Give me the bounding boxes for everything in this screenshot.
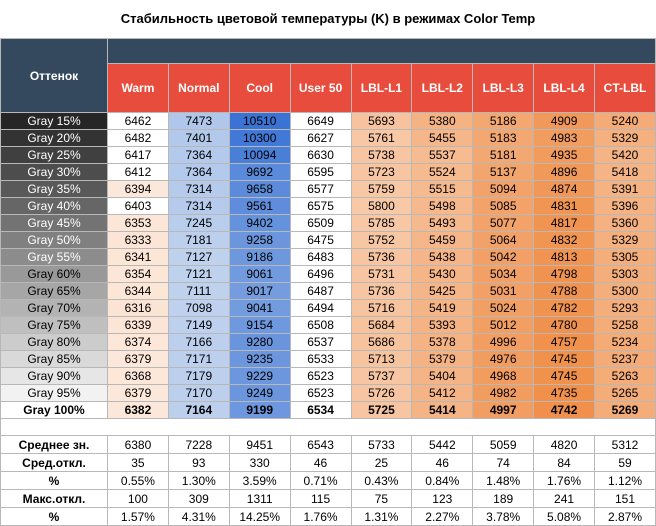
value-cell: 4788 xyxy=(534,283,595,300)
value-cell: 5234 xyxy=(595,334,656,351)
value-cell: 5716 xyxy=(351,300,412,317)
value-cell: 5726 xyxy=(351,385,412,402)
stat-value: 1.31% xyxy=(351,508,412,526)
gray-level-label: Gray 35% xyxy=(1,181,108,198)
value-cell: 5077 xyxy=(473,215,534,232)
value-cell: 5265 xyxy=(595,385,656,402)
gray-level-label: Gray 80% xyxy=(1,334,108,351)
value-cell: 4735 xyxy=(534,385,595,402)
value-cell: 9041 xyxy=(229,300,290,317)
stat-value: 46 xyxy=(290,454,351,472)
table-row xyxy=(1,198,656,215)
value-cell: 7098 xyxy=(168,300,229,317)
value-cell: 6412 xyxy=(108,164,169,181)
stat-value: 5733 xyxy=(351,436,412,454)
table-row xyxy=(1,351,656,368)
column-header: Warm xyxy=(108,64,169,113)
value-cell: 4832 xyxy=(534,232,595,249)
value-cell: 6344 xyxy=(108,283,169,300)
value-cell: 5329 xyxy=(595,232,656,249)
stat-value: 115 xyxy=(290,490,351,508)
column-header: LBL-L4 xyxy=(534,64,595,113)
value-cell: 6523 xyxy=(290,368,351,385)
value-cell: 5024 xyxy=(473,300,534,317)
value-cell: 4874 xyxy=(534,181,595,198)
table-row xyxy=(1,130,656,147)
value-cell: 5396 xyxy=(595,198,656,215)
table-row xyxy=(1,113,656,130)
stat-value: 1.76% xyxy=(534,472,595,490)
column-header: CT-LBL xyxy=(595,64,656,113)
value-cell: 6627 xyxy=(290,130,351,147)
value-cell: 5419 xyxy=(412,300,473,317)
value-cell: 5515 xyxy=(412,181,473,198)
stat-value: 330 xyxy=(229,454,290,472)
stat-value: 3.59% xyxy=(229,472,290,490)
value-cell: 4997 xyxy=(473,402,534,419)
stat-row xyxy=(1,436,656,454)
value-cell: 4782 xyxy=(534,300,595,317)
stat-value: 59 xyxy=(595,454,656,472)
value-cell: 7170 xyxy=(168,385,229,402)
value-cell: 4935 xyxy=(534,147,595,164)
value-cell: 6577 xyxy=(290,181,351,198)
column-header: User 50 xyxy=(290,64,351,113)
column-header: LBL-L2 xyxy=(412,64,473,113)
value-cell: 5303 xyxy=(595,266,656,283)
value-cell: 7401 xyxy=(168,130,229,147)
value-cell: 6403 xyxy=(108,198,169,215)
stat-value: 309 xyxy=(168,490,229,508)
value-cell: 6482 xyxy=(108,130,169,147)
value-cell: 5183 xyxy=(473,130,534,147)
value-cell: 5438 xyxy=(412,249,473,266)
value-cell: 6595 xyxy=(290,164,351,181)
stat-value: 0.43% xyxy=(351,472,412,490)
value-cell: 6462 xyxy=(108,113,169,130)
value-cell: 5300 xyxy=(595,283,656,300)
value-cell: 5380 xyxy=(412,113,473,130)
stat-value: 0.84% xyxy=(412,472,473,490)
value-cell: 5425 xyxy=(412,283,473,300)
value-cell: 5537 xyxy=(412,147,473,164)
value-cell: 7179 xyxy=(168,368,229,385)
stat-value: 1.48% xyxy=(473,472,534,490)
value-cell: 6496 xyxy=(290,266,351,283)
value-cell: 6483 xyxy=(290,249,351,266)
stat-value: 2.87% xyxy=(595,508,656,526)
gray-level-label: Gray 60% xyxy=(1,266,108,283)
value-cell: 4745 xyxy=(534,351,595,368)
stat-value: 6543 xyxy=(290,436,351,454)
stat-value: 5442 xyxy=(412,436,473,454)
stat-value: 1.57% xyxy=(108,508,169,526)
stat-value: 74 xyxy=(473,454,534,472)
value-cell: 5686 xyxy=(351,334,412,351)
value-cell: 5725 xyxy=(351,402,412,419)
value-cell: 4982 xyxy=(473,385,534,402)
gray-level-label: Gray 70% xyxy=(1,300,108,317)
gray-level-label: Gray 45% xyxy=(1,215,108,232)
value-cell: 4996 xyxy=(473,334,534,351)
table-row xyxy=(1,402,656,419)
value-cell: 5186 xyxy=(473,113,534,130)
value-cell: 4896 xyxy=(534,164,595,181)
column-header: Cool xyxy=(229,64,290,113)
value-cell: 5414 xyxy=(412,402,473,419)
value-cell: 7181 xyxy=(168,232,229,249)
value-cell: 5378 xyxy=(412,334,473,351)
value-cell: 6339 xyxy=(108,317,169,334)
value-cell: 5800 xyxy=(351,198,412,215)
table-row xyxy=(1,300,656,317)
value-cell: 6537 xyxy=(290,334,351,351)
value-cell: 7164 xyxy=(168,402,229,419)
value-cell: 6333 xyxy=(108,232,169,249)
stat-value: 7228 xyxy=(168,436,229,454)
value-cell: 4976 xyxy=(473,351,534,368)
stat-value: 1.76% xyxy=(290,508,351,526)
value-cell: 5498 xyxy=(412,198,473,215)
value-cell: 9402 xyxy=(229,215,290,232)
table-row xyxy=(1,232,656,249)
value-cell: 6379 xyxy=(108,385,169,402)
value-cell: 7364 xyxy=(168,147,229,164)
value-cell: 9258 xyxy=(229,232,290,249)
value-cell: 7314 xyxy=(168,198,229,215)
value-cell: 5785 xyxy=(351,215,412,232)
stat-label: % xyxy=(1,472,108,490)
value-cell: 6534 xyxy=(290,402,351,419)
value-cell: 5240 xyxy=(595,113,656,130)
value-cell: 5379 xyxy=(412,351,473,368)
stat-value: 46 xyxy=(412,454,473,472)
value-cell: 10300 xyxy=(229,130,290,147)
value-cell: 5731 xyxy=(351,266,412,283)
value-cell: 10094 xyxy=(229,147,290,164)
value-cell: 6494 xyxy=(290,300,351,317)
value-cell: 5258 xyxy=(595,317,656,334)
value-cell: 5420 xyxy=(595,147,656,164)
stat-value: 189 xyxy=(473,490,534,508)
gray-level-label: Gray 20% xyxy=(1,130,108,147)
value-cell: 4968 xyxy=(473,368,534,385)
value-cell: 9154 xyxy=(229,317,290,334)
value-cell: 7314 xyxy=(168,181,229,198)
stat-value: 14.25% xyxy=(229,508,290,526)
value-cell: 5269 xyxy=(595,402,656,419)
value-cell: 5094 xyxy=(473,181,534,198)
value-cell: 5137 xyxy=(473,164,534,181)
stat-value: 0.71% xyxy=(290,472,351,490)
value-cell: 5738 xyxy=(351,147,412,164)
stat-value: 84 xyxy=(534,454,595,472)
value-cell: 6368 xyxy=(108,368,169,385)
header-band xyxy=(108,39,656,64)
value-cell: 6374 xyxy=(108,334,169,351)
stat-value: 1.30% xyxy=(168,472,229,490)
color-temp-table xyxy=(0,38,656,526)
gray-level-label: Gray 30% xyxy=(1,164,108,181)
stat-value: 5.08% xyxy=(534,508,595,526)
value-cell: 7111 xyxy=(168,283,229,300)
value-cell: 5761 xyxy=(351,130,412,147)
stat-row xyxy=(1,490,656,508)
value-cell: 5723 xyxy=(351,164,412,181)
gray-level-label: Gray 40% xyxy=(1,198,108,215)
value-cell: 7121 xyxy=(168,266,229,283)
value-cell: 6475 xyxy=(290,232,351,249)
stat-label: Сред.откл. xyxy=(1,454,108,472)
stat-value: 75 xyxy=(351,490,412,508)
value-cell: 10510 xyxy=(229,113,290,130)
table-row xyxy=(1,181,656,198)
value-cell: 7245 xyxy=(168,215,229,232)
table-row xyxy=(1,368,656,385)
value-cell: 5404 xyxy=(412,368,473,385)
value-cell: 5684 xyxy=(351,317,412,334)
gray-level-label: Gray 50% xyxy=(1,232,108,249)
value-cell: 9249 xyxy=(229,385,290,402)
stat-value: 123 xyxy=(412,490,473,508)
value-cell: 5305 xyxy=(595,249,656,266)
stat-value: 6380 xyxy=(108,436,169,454)
value-cell: 7473 xyxy=(168,113,229,130)
value-cell: 5181 xyxy=(473,147,534,164)
page-title: Стабильность цветовой температуры (K) в режимах Color Temp xyxy=(120,11,536,26)
value-cell: 5524 xyxy=(412,164,473,181)
value-cell: 5360 xyxy=(595,215,656,232)
stat-value: 151 xyxy=(595,490,656,508)
value-cell: 5430 xyxy=(412,266,473,283)
stat-value: 2.27% xyxy=(412,508,473,526)
value-cell: 5493 xyxy=(412,215,473,232)
row-header-cell: Оттенок xyxy=(1,39,108,113)
value-cell: 5693 xyxy=(351,113,412,130)
value-cell: 4813 xyxy=(534,249,595,266)
value-cell: 9061 xyxy=(229,266,290,283)
table-row xyxy=(1,283,656,300)
value-cell: 6379 xyxy=(108,351,169,368)
value-cell: 5393 xyxy=(412,317,473,334)
stat-label: Макс.откл. xyxy=(1,490,108,508)
value-cell: 9235 xyxy=(229,351,290,368)
table-row xyxy=(1,317,656,334)
value-cell: 6649 xyxy=(290,113,351,130)
stat-value: 1.12% xyxy=(595,472,656,490)
table-row xyxy=(1,266,656,283)
gray-level-label: Gray 55% xyxy=(1,249,108,266)
value-cell: 7127 xyxy=(168,249,229,266)
gray-level-label: Gray 75% xyxy=(1,317,108,334)
value-cell: 6533 xyxy=(290,351,351,368)
value-cell: 5455 xyxy=(412,130,473,147)
value-cell: 6382 xyxy=(108,402,169,419)
value-cell: 5752 xyxy=(351,232,412,249)
value-cell: 5713 xyxy=(351,351,412,368)
value-cell: 5042 xyxy=(473,249,534,266)
value-cell: 9658 xyxy=(229,181,290,198)
stat-row xyxy=(1,472,656,490)
stat-value: 4820 xyxy=(534,436,595,454)
gray-level-label: Gray 90% xyxy=(1,368,108,385)
table-row xyxy=(1,334,656,351)
stat-row xyxy=(1,508,656,526)
value-cell: 6487 xyxy=(290,283,351,300)
stat-label: % xyxy=(1,508,108,526)
value-cell: 5412 xyxy=(412,385,473,402)
table-row xyxy=(1,385,656,402)
value-cell: 5418 xyxy=(595,164,656,181)
value-cell: 5031 xyxy=(473,283,534,300)
value-cell: 4831 xyxy=(534,198,595,215)
column-header: LBL-L3 xyxy=(473,64,534,113)
value-cell: 6341 xyxy=(108,249,169,266)
stat-value: 25 xyxy=(351,454,412,472)
stat-value: 35 xyxy=(108,454,169,472)
value-cell: 9229 xyxy=(229,368,290,385)
value-cell: 5064 xyxy=(473,232,534,249)
value-cell: 5263 xyxy=(595,368,656,385)
gray-level-label: Gray 95% xyxy=(1,385,108,402)
stat-value: 5312 xyxy=(595,436,656,454)
value-cell: 7149 xyxy=(168,317,229,334)
stat-value: 93 xyxy=(168,454,229,472)
column-header: LBL-L1 xyxy=(351,64,412,113)
gray-level-label: Gray 100% xyxy=(1,402,108,419)
value-cell: 5012 xyxy=(473,317,534,334)
value-cell: 7166 xyxy=(168,334,229,351)
stat-value: 100 xyxy=(108,490,169,508)
value-cell: 5736 xyxy=(351,283,412,300)
column-header: Normal xyxy=(168,64,229,113)
stat-value: 1311 xyxy=(229,490,290,508)
value-cell: 5759 xyxy=(351,181,412,198)
stat-row xyxy=(1,454,656,472)
stat-value: 3.78% xyxy=(473,508,534,526)
stat-value: 241 xyxy=(534,490,595,508)
value-cell: 4757 xyxy=(534,334,595,351)
value-cell: 5085 xyxy=(473,198,534,215)
value-cell: 4780 xyxy=(534,317,595,334)
value-cell: 5737 xyxy=(351,368,412,385)
stat-value: 9451 xyxy=(229,436,290,454)
value-cell: 9186 xyxy=(229,249,290,266)
spacer-row xyxy=(1,419,656,436)
gray-level-label: Gray 65% xyxy=(1,283,108,300)
gray-level-label: Gray 85% xyxy=(1,351,108,368)
stat-value: 5059 xyxy=(473,436,534,454)
value-cell: 5329 xyxy=(595,130,656,147)
value-cell: 5237 xyxy=(595,351,656,368)
value-cell: 4817 xyxy=(534,215,595,232)
gray-level-label: Gray 25% xyxy=(1,147,108,164)
value-cell: 6316 xyxy=(108,300,169,317)
value-cell: 9692 xyxy=(229,164,290,181)
value-cell: 9199 xyxy=(229,402,290,419)
value-cell: 5736 xyxy=(351,249,412,266)
table-row xyxy=(1,249,656,266)
value-cell: 7171 xyxy=(168,351,229,368)
value-cell: 9017 xyxy=(229,283,290,300)
value-cell: 5459 xyxy=(412,232,473,249)
value-cell: 6508 xyxy=(290,317,351,334)
value-cell: 9561 xyxy=(229,198,290,215)
value-cell: 6353 xyxy=(108,215,169,232)
value-cell: 6354 xyxy=(108,266,169,283)
value-cell: 4798 xyxy=(534,266,595,283)
value-cell: 5391 xyxy=(595,181,656,198)
table-row xyxy=(1,164,656,181)
value-cell: 4745 xyxy=(534,368,595,385)
value-cell: 6523 xyxy=(290,385,351,402)
value-cell: 6417 xyxy=(108,147,169,164)
value-cell: 4742 xyxy=(534,402,595,419)
value-cell: 6575 xyxy=(290,198,351,215)
value-cell: 9280 xyxy=(229,334,290,351)
value-cell: 5293 xyxy=(595,300,656,317)
value-cell: 4909 xyxy=(534,113,595,130)
stat-value: 0.55% xyxy=(108,472,169,490)
value-cell: 5034 xyxy=(473,266,534,283)
table-row xyxy=(1,147,656,164)
value-cell: 6394 xyxy=(108,181,169,198)
gray-level-label: Gray 15% xyxy=(1,113,108,130)
spacer-cell xyxy=(1,419,656,436)
value-cell: 6630 xyxy=(290,147,351,164)
value-cell: 6509 xyxy=(290,215,351,232)
stat-label: Среднее зн. xyxy=(1,436,108,454)
stat-value: 4.31% xyxy=(168,508,229,526)
value-cell: 7364 xyxy=(168,164,229,181)
value-cell: 4983 xyxy=(534,130,595,147)
table-row xyxy=(1,215,656,232)
header-row-band xyxy=(1,39,656,64)
